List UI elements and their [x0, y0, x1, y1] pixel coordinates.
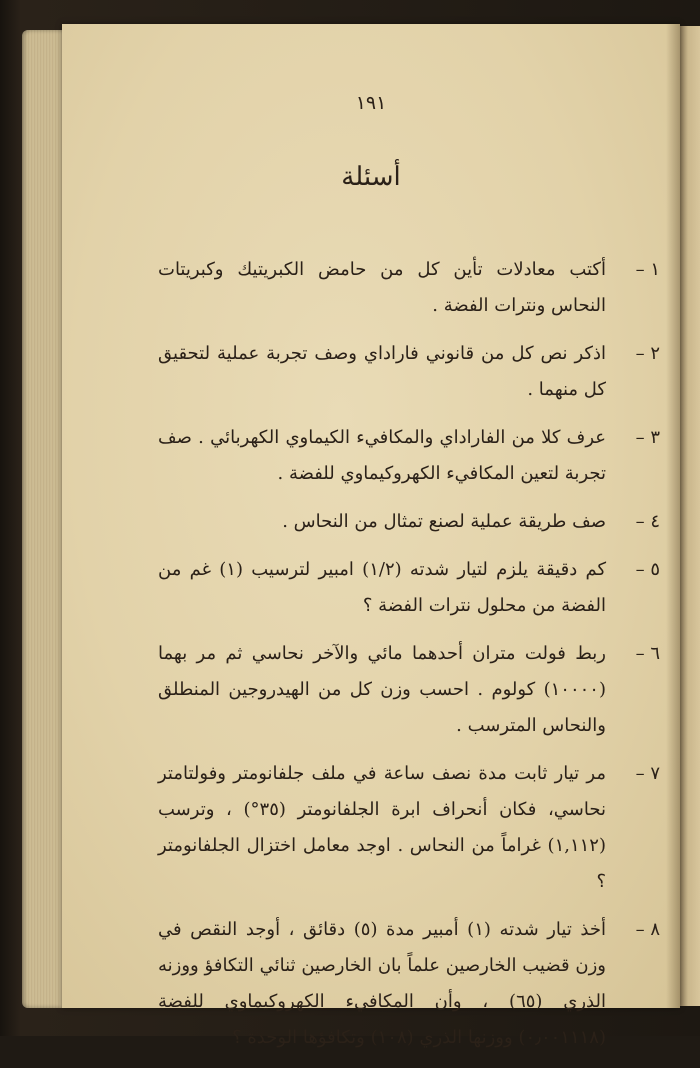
question-text: صف طريقة عملية لصنع تمثال من النحاس . [282, 511, 606, 532]
question-item [158, 756, 660, 900]
question-item [158, 912, 660, 1056]
question-number: ٦ – [635, 643, 660, 664]
book-page [62, 24, 680, 1048]
question-item [158, 336, 660, 408]
question-number: ٣ – [635, 427, 660, 448]
question-text: مر تيار ثابت مدة نصف ساعة في ملف جلفانومتر وفولتامتر نحاسي، فكان أنحراف ابرة الجلفانومتر (٣٥°) ، وترسب (١,١١٢) غراماً من النحاس . اوجد معامل اختزال الجلفانومتر ؟ [158, 763, 607, 892]
question-text: أكتب معادلات تأين كل من حامض الكبريتيك وكبريتات النحاس ونترات الفضة . [158, 259, 606, 316]
question-number: ١ – [635, 259, 660, 280]
questions-list [158, 252, 660, 1068]
page-title: أسئلة [341, 162, 401, 192]
question-number: ٧ – [635, 763, 660, 784]
question-number: ٢ – [635, 343, 660, 364]
facing-page-edge [680, 26, 700, 1006]
question-item [158, 420, 660, 492]
question-number: ٨ – [635, 919, 660, 940]
question-text: ربط فولت متران أحدهما مائي والآخر نحاسي ثم مر بهما (١٠٠٠٠) كولوم . احسب وزن كل من الهيدروجين المنطلق والنحاس المترسب . [158, 643, 606, 736]
question-item [158, 504, 660, 540]
question-item [158, 636, 660, 744]
question-number: ٤ – [635, 511, 660, 532]
question-text: كم دقيقة يلزم لتيار شدته (١/٢) امبير لترسيب (١) غم من الفضة من محلول نترات الفضة ؟ [158, 559, 607, 616]
question-item [158, 552, 660, 624]
question-text: اذكر نص كل من قانوني فاراداي وصف تجربة عملية لتحقيق كل منهما . [158, 343, 606, 400]
question-number: ٥ – [635, 559, 660, 580]
page-number: ١٩١ [355, 92, 387, 114]
question-item [158, 252, 660, 324]
question-text: عرف كلا من الفاراداي والمكافيء الكيماوي الكهربائي . صف تجربة لتعين المكافيء الكهروكيماوي للفضة . [158, 427, 606, 484]
question-text: أخذ تيار شدته (١) أمبير مدة (٥) دقائق ، أوجد النقص في وزن قضيب الخارصين علماً بان الخارصين ثنائي التكافؤ ووزنه الذري (٦٥) ، وأن المكافيء الكهروكيماوي للفضة (٠٫٠٠١١١٨) ووزنها الذري (١٠٨) وتكافؤها الوحدة ؟ [158, 919, 606, 1048]
